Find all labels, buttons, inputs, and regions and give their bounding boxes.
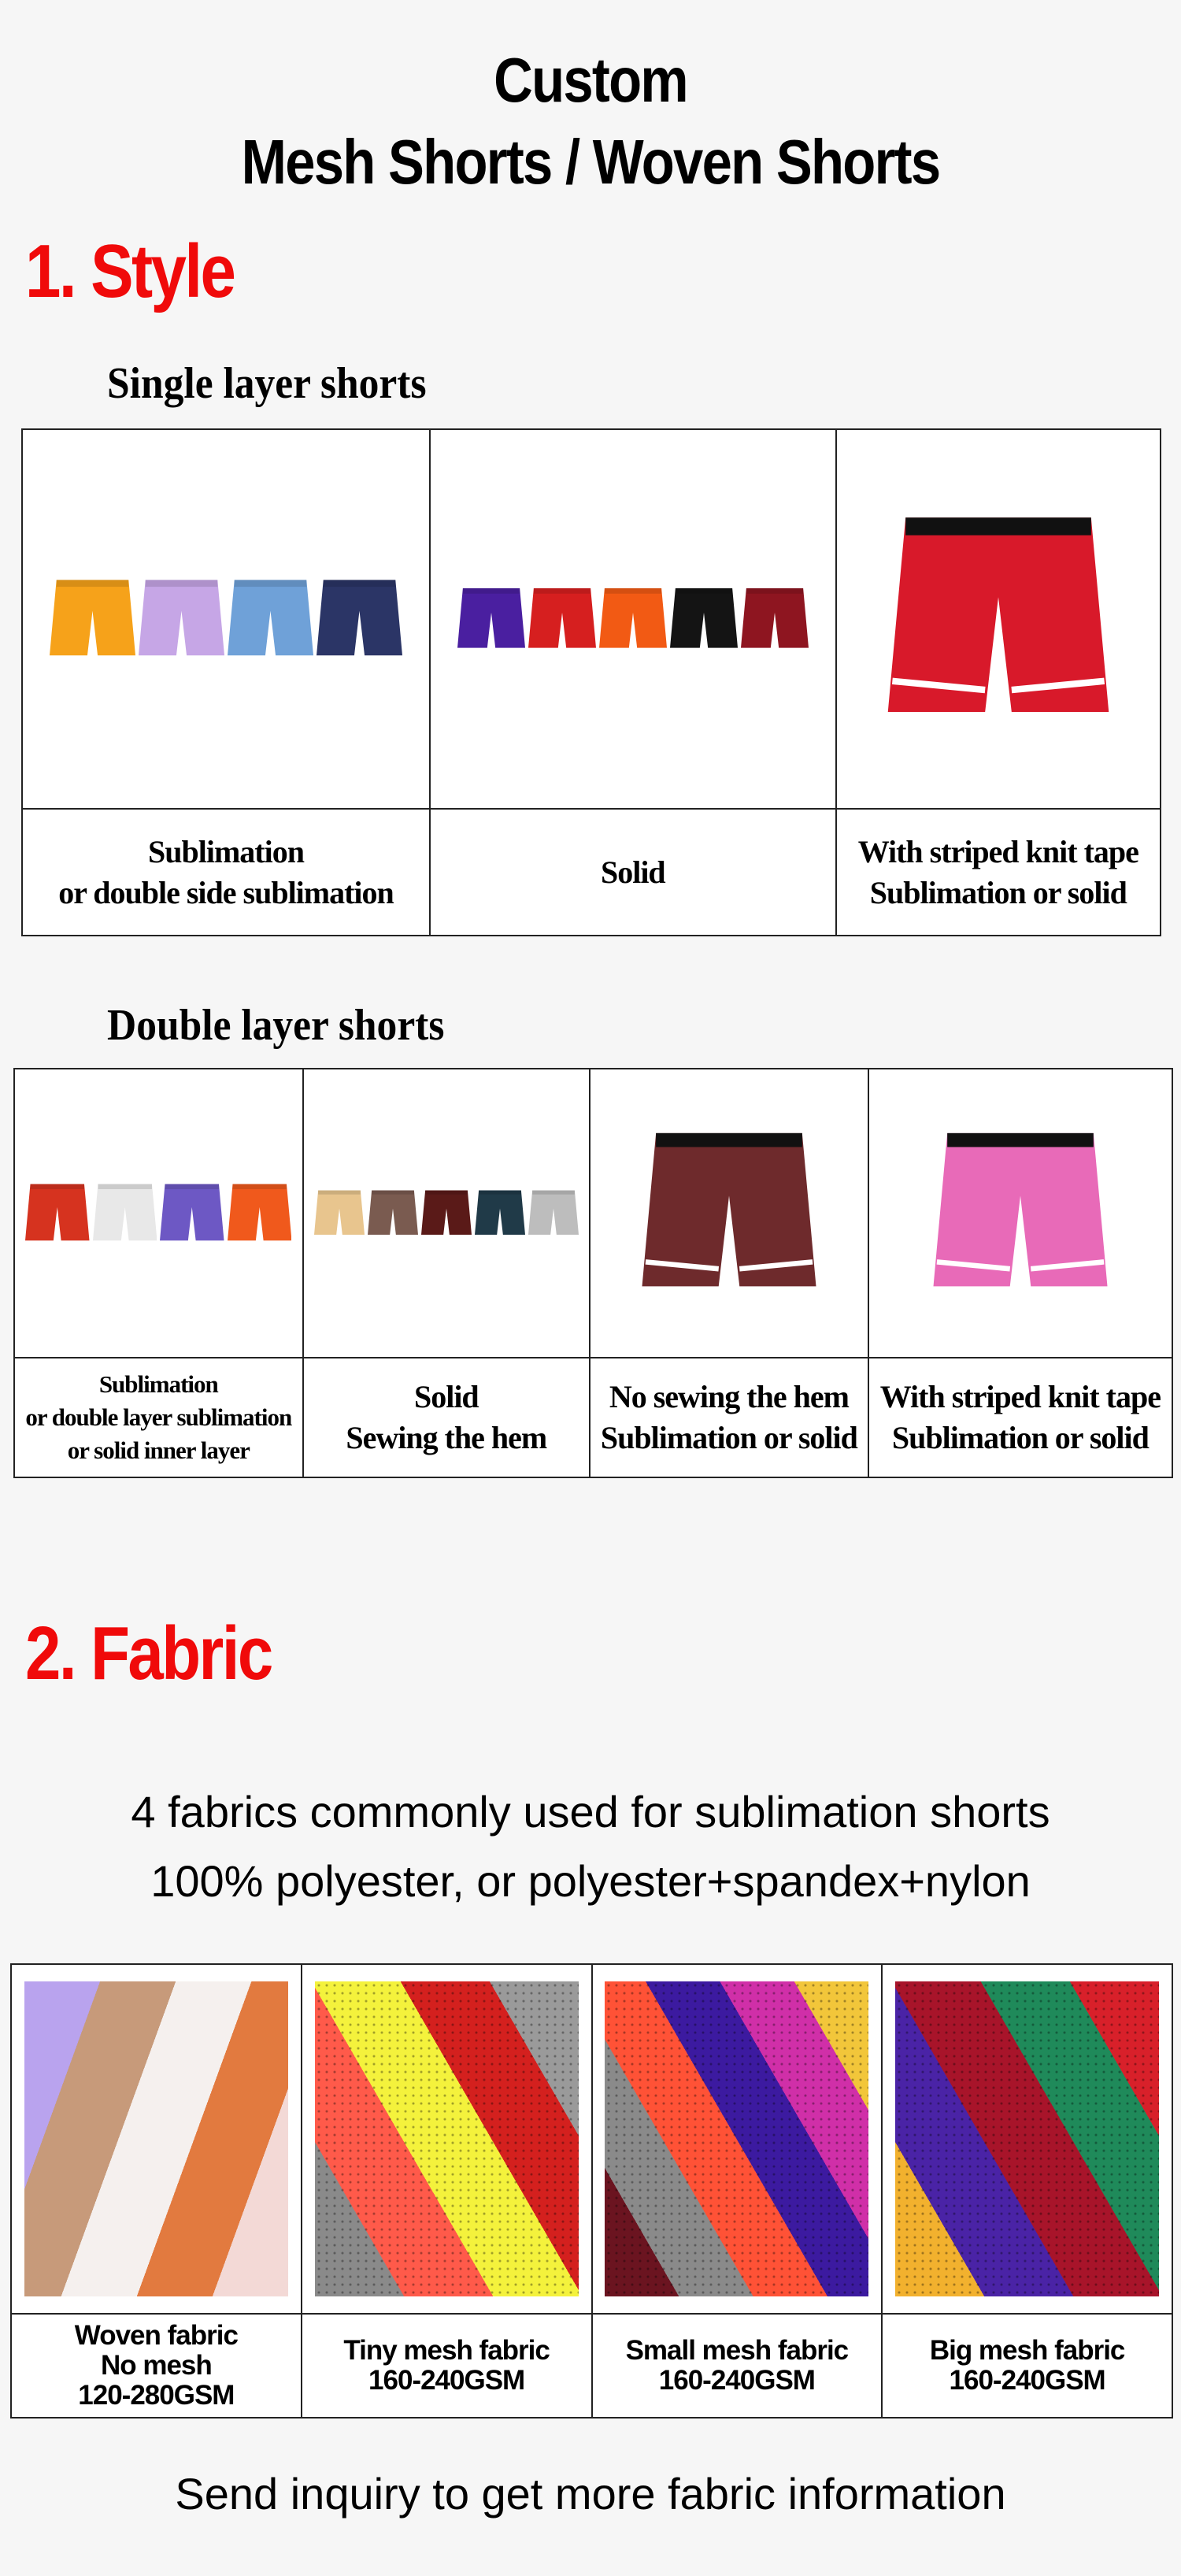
shorts-image <box>868 509 1128 730</box>
product-image <box>431 430 835 808</box>
shorts-image <box>93 1080 157 1347</box>
image-cell <box>836 429 1161 809</box>
style-section-heading: 1. Style <box>25 229 235 313</box>
double-layer-table <box>13 1068 1173 1478</box>
product-image <box>590 1069 868 1357</box>
caption-line: Woven fabric <box>74 2320 238 2351</box>
image-cell <box>592 1964 883 2314</box>
shorts-image <box>25 1080 90 1347</box>
shorts-image <box>599 450 667 788</box>
caption-line: Big mesh fabric <box>929 2335 1125 2366</box>
caption-line: Solid <box>600 854 665 890</box>
fabric-intro-line1: 4 fabrics commonly used for sublimation shorts <box>131 1787 1050 1837</box>
shorts-image <box>368 1080 418 1347</box>
shorts-image <box>314 1080 365 1347</box>
single-layer-table <box>21 428 1161 936</box>
fabric-swatch <box>24 1981 288 2296</box>
product-image <box>837 430 1160 808</box>
shorts-image <box>918 1126 1123 1300</box>
fabric-table <box>10 1963 1173 2418</box>
caption-line: Sublimation or solid <box>600 1420 857 1455</box>
caption-cell <box>302 2314 592 2418</box>
caption-line: No mesh <box>100 2350 212 2381</box>
caption-line: Sublimation <box>98 1370 218 1398</box>
product-image <box>12 1965 301 2313</box>
image-cell <box>590 1069 868 1358</box>
caption-line: 160-240GSM <box>949 2365 1105 2396</box>
image-cell <box>430 429 836 809</box>
product-image <box>23 430 429 808</box>
caption-cell <box>882 2314 1172 2418</box>
shorts-image <box>228 450 313 788</box>
image-cell <box>882 1964 1172 2314</box>
single-layer-heading: Single layer shorts <box>107 359 427 408</box>
caption-line: With striped knit tape <box>879 1379 1161 1414</box>
fabric-swatch <box>605 1981 868 2296</box>
shorts-image <box>160 1080 224 1347</box>
shorts-image <box>317 450 402 788</box>
caption-cell <box>430 809 836 936</box>
image-cell <box>11 1964 302 2314</box>
caption-line: Small mesh fabric <box>625 2335 849 2366</box>
caption-cell <box>836 809 1161 936</box>
caption-cell <box>592 2314 883 2418</box>
caption-line: With striped knit tape <box>857 833 1138 869</box>
caption-line: Tiny mesh fabric <box>343 2335 550 2366</box>
image-cell <box>303 1069 590 1358</box>
product-image <box>304 1069 589 1357</box>
caption-cell <box>590 1358 868 1477</box>
caption-line: Sublimation or solid <box>869 874 1127 910</box>
fabric-intro-line2: 100% polyester, or polyester+spandex+nylon <box>150 1856 1031 1906</box>
caption-line: 120-280GSM <box>78 2380 235 2411</box>
shorts-image <box>627 1126 831 1300</box>
caption-cell <box>303 1358 590 1477</box>
image-cell <box>868 1069 1172 1358</box>
page-title-line2: Mesh Shorts / Woven Shorts <box>241 127 940 197</box>
image-cell <box>302 1964 592 2314</box>
shorts-image <box>50 450 135 788</box>
product-image <box>302 1965 591 2313</box>
caption-line: 160-240GSM <box>658 2365 815 2396</box>
shorts-image <box>528 1080 579 1347</box>
caption-cell <box>14 1358 303 1477</box>
image-cell <box>14 1069 303 1358</box>
caption-line: Sublimation <box>148 833 304 869</box>
caption-line: Sewing the hem <box>346 1420 547 1455</box>
image-cell <box>22 429 430 809</box>
shorts-image <box>528 450 596 788</box>
caption-cell <box>22 809 430 936</box>
caption-line: or double side sublimation <box>58 874 394 910</box>
shorts-image <box>228 1080 292 1347</box>
shorts-image <box>475 1080 525 1347</box>
caption-cell <box>11 2314 302 2418</box>
double-layer-heading: Double layer shorts <box>107 1001 445 1050</box>
fabric-swatch <box>895 1981 1159 2296</box>
caption-line: No sewing the hem <box>609 1379 849 1414</box>
caption-cell <box>868 1358 1172 1477</box>
shorts-image <box>139 450 224 788</box>
caption-line: or solid inner layer <box>67 1436 250 1464</box>
product-image <box>593 1965 882 2313</box>
shorts-image <box>741 450 809 788</box>
fabric-section-heading: 2. Fabric <box>25 1611 272 1696</box>
shorts-image <box>421 1080 472 1347</box>
caption-line: Solid <box>413 1379 479 1414</box>
product-image <box>15 1069 302 1357</box>
shorts-image <box>670 450 738 788</box>
caption-line: or double layer sublimation <box>25 1403 292 1431</box>
caption-line: 160-240GSM <box>368 2365 525 2396</box>
shorts-image <box>457 450 525 788</box>
product-image <box>869 1069 1172 1357</box>
product-image <box>883 1965 1172 2313</box>
fabric-swatch <box>315 1981 579 2296</box>
caption-line: Sublimation or solid <box>891 1420 1149 1455</box>
page-title-line1: Custom <box>494 45 687 115</box>
fabric-footer-note: Send inquiry to get more fabric information <box>175 2469 1006 2519</box>
